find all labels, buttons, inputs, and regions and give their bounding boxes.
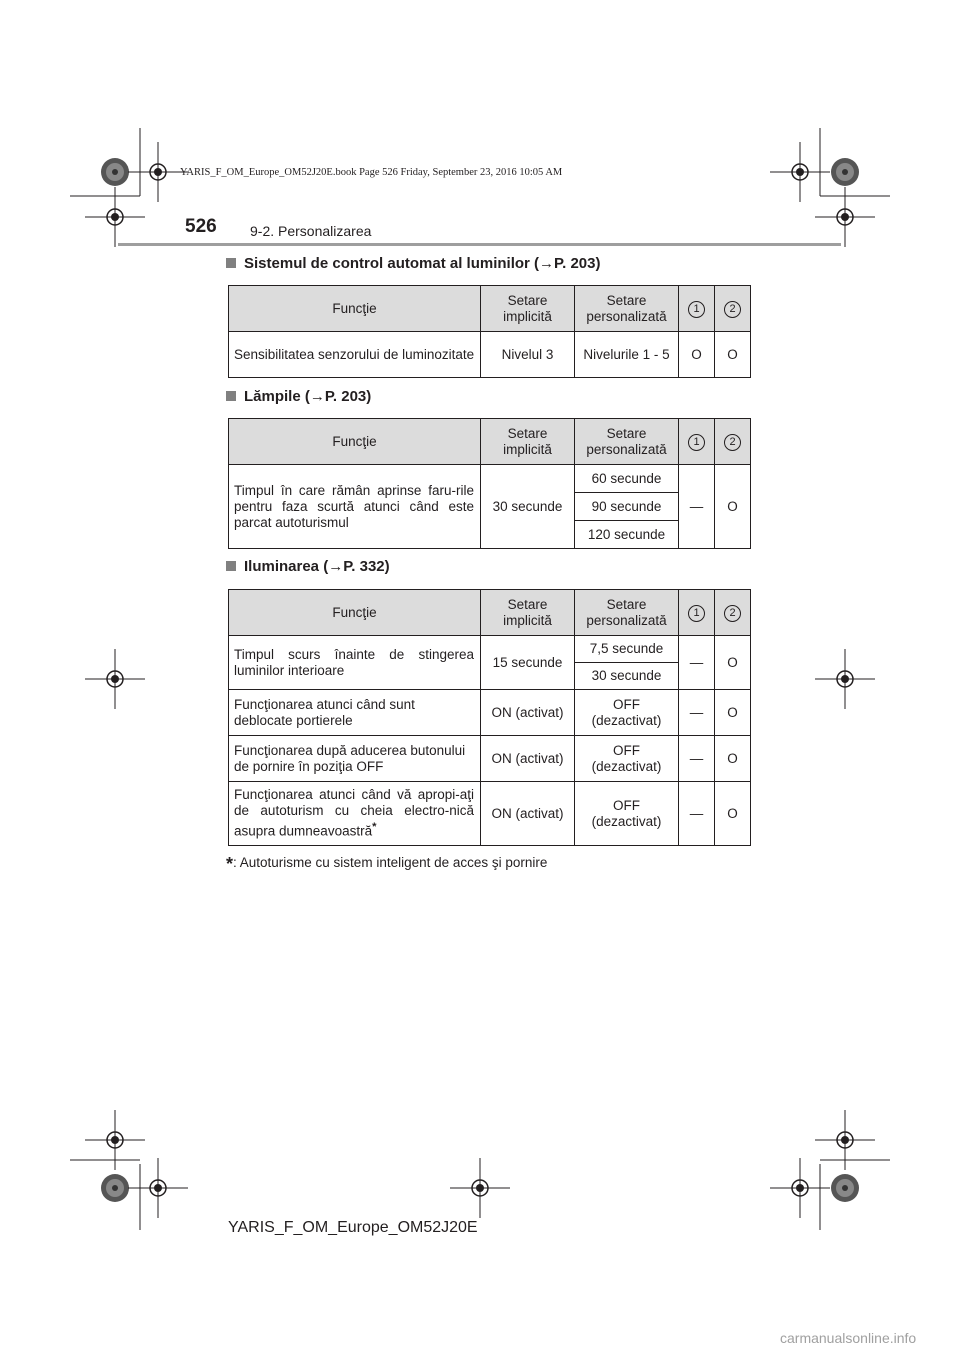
square-bullet-icon [226,391,236,401]
table-row: Timpul scurs înainte de stingerea luminilor interioare 15 secunde 7,5 secunde — O [229,636,751,663]
header-rule [118,243,841,246]
circled-2-icon: 2 [724,605,741,622]
section3-table: Funcţie Setare implicită Setare personalizată 1 2 Timpul scurs înainte de stingerea luminilor interioare 15 secunde 7,5 secunde — O 30 secunde Funcţionarea atunci când sunt deblocate portierele ON (activat) OFF (dezactivat) — O Funcţionarea după aducerea butonului de pornire în poziţia OFF ON (activat) OFF (dezactivat) — O Funcţionarea atunci când vă apropi-aţi de autoturism cu cheia electro-nică asupra dumneavoastră* ON (activat) OFF (dezactivat) — O [228,589,751,846]
square-bullet-icon [226,258,236,268]
section1-heading: Sistemul de control automat al luminilor (→P. 203) [226,255,600,272]
section2-table: Funcţie Setare implicită Setare personalizată 1 2 Timpul în care rămân aprinse faru-rile pentru faza scurtă atunci când este parcat autoturismul 30 secunde 60 secunde — O 90 secunde 120 secunde [228,418,751,549]
col2-header [715,286,751,332]
section-title: 9-2. Personalizarea [250,223,372,239]
footnote-mark: * [372,821,377,834]
section1-table [228,285,751,378]
col-default-header: Setare implicită [481,286,575,332]
circled-1-icon: 1 [688,434,705,451]
circled-2-icon: 2 [724,301,741,318]
col-custom-header: Setare personalizată [575,286,679,332]
page-number: 526 [185,216,217,237]
watermark: carmanualsonline.info [780,1330,917,1346]
col1-header [679,286,715,332]
circled-1-icon: 1 [688,605,705,622]
table-row: Funcţionarea atunci când vă apropi-aţi de autoturism cu cheia electro-nică asupra dumneavoastră* ON (activat) OFF (dezactivat) — O [229,782,751,846]
section2-heading: Lămpile (→P. 203) [226,388,371,405]
book-info: YARIS_F_OM_Europe_OM52J20E.book Page 526 Friday, September 23, 2016 10:05 AM [180,167,563,178]
footnote: *: Autoturisme cu sistem inteligent de acces şi pornire [226,854,548,874]
section3-heading: Iluminarea (→P. 332) [226,558,390,575]
table-row: Timpul în care rămân aprinse faru-rile pentru faza scurtă atunci când este parcat autoturismul 30 secunde 60 secunde — O [229,465,751,493]
circled-1-icon: 1 [688,301,705,318]
model-code: YARIS_F_OM_Europe_OM52J20E [228,1219,478,1236]
table-row: Funcţionarea atunci când sunt deblocate portierele ON (activat) OFF (dezactivat) — O [229,690,751,736]
table-row: Funcţionarea după aducerea butonului de pornire în poziţia OFF ON (activat) OFF (dezactivat) — O [229,736,751,782]
table-row: Sensibilitatea senzorului de luminozitate Nivelul 3 Nivelurile 1 - 5 O O [229,332,751,378]
col-function-header: Funcţie [229,286,481,332]
circled-2-icon: 2 [724,434,741,451]
square-bullet-icon [226,561,236,571]
